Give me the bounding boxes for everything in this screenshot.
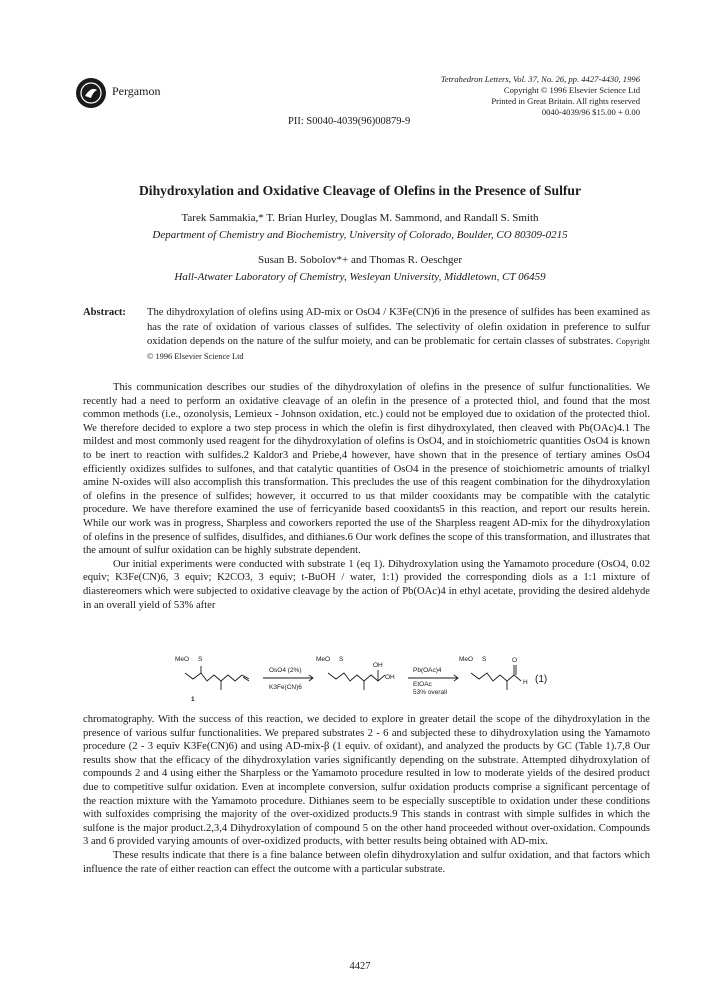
abstract-text: The dihydroxylation of olefins using AD-mix or OsO4 / K3Fe(CN)6 in the presence of sulfides has been examined as has the rate of oxidation of various classes of sulfides. The selectivity of olefin oxidation in preference to sulfur oxidation depends on the nature of the sulfur moiety, and can be problematic for certain classes of substrates. (147, 307, 650, 347)
printed-line: Printed in Great Britain. All rights reserved (491, 96, 640, 106)
publisher-name: Pergamon (112, 84, 161, 98)
abstract-copyright: Copyright © 1996 Elsevier Science Ltd (147, 337, 650, 361)
journal-info (441, 74, 640, 118)
reaction-scheme (83, 651, 650, 706)
reagent-pboac4: Pb(OAc)4 (413, 667, 442, 674)
paper-title: Dihydroxylation and Oxidative Cleavage of Olefins in the Presence of Sulfur (138, 183, 582, 198)
affiliation-2: Hall-Atwater Laboratory of Chemistry, Wesleyan University, Middletown, CT 06459 (174, 271, 546, 283)
price-line: 0040-4039/96 $15.00 + 0.00 (541, 107, 640, 117)
journal-line: Tetrahedron Letters, Vol. 37, No. 26, pp. 4427-4430, 1996 (440, 74, 640, 84)
reagent-yield: 53% overall (413, 689, 447, 696)
abstract-label: Abstract: (83, 307, 126, 318)
reagent-etoac: EtOAc (413, 681, 432, 688)
abstract-body (147, 306, 650, 364)
arrow-1 (263, 675, 313, 681)
meo-label-2: MeO (316, 656, 331, 663)
affiliation-1: Department of Chemistry and Biochemistry, University of Colorado, Boulder, CO 80309-0215 (152, 229, 568, 241)
reagent-k3fecn6: K3Fe(CN)6 (269, 684, 302, 691)
body-lower (83, 713, 650, 876)
aldehyde-carbonyl (514, 665, 516, 675)
s-label-1: S (198, 656, 203, 663)
meo-label-3: MeO (459, 656, 474, 663)
body-upper (83, 381, 650, 612)
substrate-chain (185, 673, 242, 681)
authors-2: Susan B. Sobolov*+ and Thomas R. Oeschger (258, 254, 462, 266)
paragraph-2: Our initial experiments were conducted with substrate 1 (eq 1). Dihydroxylation using the Yamamoto procedure (OsO4, 0.02 equiv; K3Fe(CN)6, 3 equiv; K2CO3, 3 equiv; t-BuOH / water, 1:1) provided the corresponding diols as a 1:1 mixture of diastereomers which were subjected to oxidative cleavage by the action of Pb(OAc)4 in ethyl acetate, providing the desired aldehyde in an overall yield of 53% after (83, 558, 650, 611)
pii: PII: S0040-4039(96)00879-9 (288, 116, 411, 127)
page-number: 4427 (349, 961, 371, 972)
authors-1: Tarek Sammakia,* T. Brian Hurley, Douglas M. Sammond, and Randall S. Smith (181, 212, 539, 224)
abstract (83, 306, 650, 364)
diol-chain (328, 673, 385, 681)
substrate-olefin (242, 675, 249, 681)
oh-label-2: OH (385, 674, 395, 681)
oh-label-1: OH (373, 662, 383, 669)
pergamon-logo (76, 78, 106, 108)
equation-number: (1) (535, 674, 548, 685)
paragraph-1: This communication describes our studies of the dihydroxylation of olefins in the presence of sulfur functionalities. We recently had a need to perform an oxidative cleavage of an olefin in the presence of a protected thiol, and found that the most common methods (i.e., ozonolysis, Lemieux - Johnson oxidation, etc.) could not be employed due to oxidation of the protected thiol. We therefore decided to explore a two step process in which the olefin is first dihydroxylated, then cleaved with Pb(OAc)4.1 The mildest and most commonly used reagent for the dihydroxylation of olefins is OsO4, and in stoichiometric quantities OsO4 is known to be inert to reaction with sulfides.2 Kaldor3 and Priebe,4 however, have shown that in the presence of tertiary amines OsO4 efficiently oxidizes sulfides to sulfones, and that catalytic quantities of OsO4 in the presence of stoichiometric amounts of trialkyl amine N-oxides will also accomplish this transformation. This precludes the use of this reagent combination for the dihydroxylation of olefins in the presence of sulfides; however, it occurred to us that milder cooxidants may be compatible with the catalytic procedure. We have therefore examined the use of ferricyanide based cooxidants5 in this reaction, and report our results herein. While our work was in progress, Sharpless and coworkers reported the use of the Sharpless reagent AD-mix for the dihydroxylation of olefins in the presence of sulfides, disulfides, and dithianes.6 Our work defines the scope of this transformation, and illustrates that the amount of sulfur oxidation can be highly substrate dependent. (83, 382, 650, 557)
copyright-line: Copyright © 1996 Elsevier Science Ltd (503, 85, 640, 95)
s-label-2: S (339, 656, 344, 663)
compound-1-label: 1 (191, 696, 195, 703)
s-label-3: S (482, 656, 487, 663)
paragraph-4: These results indicate that there is a fine balance between olefin dihydroxylation and sulfur oxidation, and that factors which influence the rate of either reaction can effect the outcome with a particular substrate. (83, 849, 650, 875)
reagent-oso4: OsO4 (2%) (269, 667, 302, 674)
meo-label-1: MeO (175, 656, 190, 663)
o-label: O (512, 657, 518, 664)
h-label: H (523, 679, 528, 686)
aldehyde-chain (471, 673, 521, 681)
paragraph-3: chromatography. With the success of this reaction, we decided to explore in greater detail the scope of the dihydroxylation in the presence of various sulfur functionalities. We prepared substrates 2 - 6 and subjected these to dihydroxylation using the Yamamoto procedure (2 - 3 equiv K3Fe(CN)6) and using AD-mix-β (1 equiv. of oxidant), and analyzed the products by GC (Table 1).7,8 Our results show that the efficacy of the dihydroxylation varies significantly depending on the substrate. Attempted dihydroxylation of compounds 2 and 4 using either the Sharpless or the Yamamoto procedure resulted in low to moderate yields of the desired product due to competitive sulfur oxidation. Even at incomplete conversion, sulfur oxidation products comprise a significant percentage of the reaction mixture with the Yamamoto procedure. Dithianes seem to be especially susceptible to oxidation under these conditions with sulfoxides comprising the majority of the over-oxidized products.9 This stands in contrast with simple sulfides in which the sulfone is the major product.2,3,4 Dihydroxylation of compound 5 on the other hand proceeded without over-oxidation. Compounds 3 and 6 provided varying amounts of over-oxidized products, with better results being obtained with AD-mix. (83, 714, 650, 848)
